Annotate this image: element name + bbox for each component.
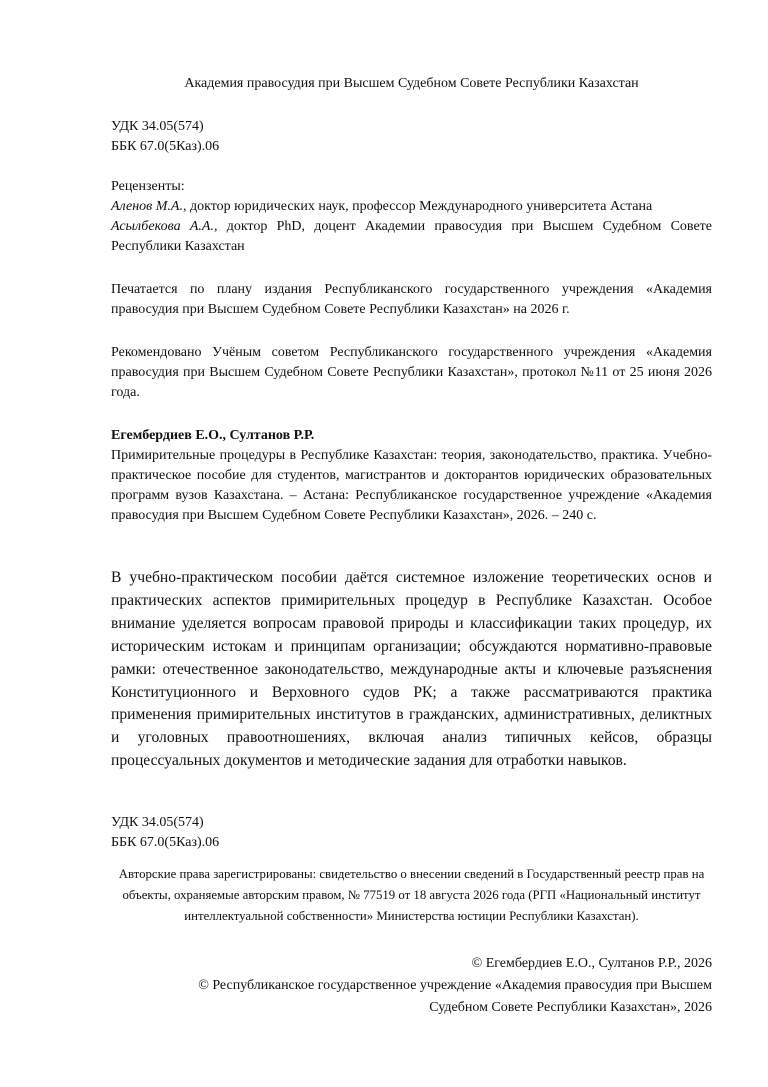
classification-bottom — [111, 813, 712, 853]
reviewer-2 — [111, 217, 712, 257]
reviewer-2-name: Асылбекова А.А. — [111, 219, 214, 234]
classification-top — [111, 117, 712, 157]
print-plan-note: Печатается по плану издания Республиканского государственного учреждения «Академия правосудия при Высшем Судебном Совете Республики Казахстан» на 2026 г. — [111, 282, 712, 317]
authors: Егембердиев Е.О., Султанов Р.Р. — [111, 428, 315, 443]
bbk-code-bottom: ББК 67.0(5Каз).06 — [111, 835, 220, 850]
reviewer-1 — [111, 197, 712, 217]
copyright-block — [111, 953, 712, 1019]
reviewer-1-desc: , доктор юридических наук, профессор Международного университета Астана — [182, 199, 653, 214]
copyright-org: © Республиканское государственное учреждение «Академия правосудия при Высшем Судебном Совете Республики Казахстан», 2026 — [198, 978, 712, 1015]
abstract: В учебно-практическом пособии даётся системное изложение теоретических основ и практических аспектов примирительных процедур в Республике Казахстан. Особое внимание уделяется вопросам правовой природы и классификации таких процедур, их историческим истокам и принципам организации; обсуждаются нормативно-правовые рамки: отечественное законодательство, международные акты и ключевые разъяснения Конституционного и Верховного судов РК; а также рассматриваются практика применения примирительных институтов в гражданских, административных, деликтных и уголовных правоотношениях, включая анализ типичных кейсов, образцы процессуальных документов и методические задания для отработки навыков. — [111, 569, 712, 770]
reviewers-section — [111, 177, 712, 257]
reviewers-title: Рецензенты: — [111, 179, 185, 194]
copyright-authors: © Егембердиев Е.О., Султанов Р.Р., 2026 — [471, 956, 712, 971]
reviewer-2-desc: , доктор PhD, доцент Академии правосудия при Высшем Судебном Совете Республики Казахстан — [111, 219, 712, 254]
copyright-registration: Авторские права зарегистрированы: свидетельство о внесении сведений в Государственный реестр прав на объекты, охраняемые авторским правом, № 77519 от 18 августа 2026 года (РГП «Национальный институт интеллектуальной собственности» Министерства юстиции Республики Казахстан). — [118, 867, 705, 923]
bibliographic-description: Примирительные процедуры в Республике Казахстан: теория, законодательство, практика. Учебно-практическое пособие для студентов, магистрантов и докторантов юридических образовательных программ вузов Казахстана. – Астана: Республиканское государственное учреждение «Академия правосудия при Высшем Судебном Совете Республики Казахстан», 2026. – 240 с. — [111, 448, 712, 523]
udk-code: УДК 34.05(574) — [111, 119, 204, 134]
reviewer-1-name: Аленов М.А. — [111, 199, 183, 214]
udk-code-bottom: УДК 34.05(574) — [111, 815, 204, 830]
recommendation-note: Рекомендовано Учёным советом Республиканского государственного учреждения «Академия правосудия при Высшем Судебном Совете Республики Казахстан», протокол №11 от 25 июня 2026 года. — [111, 345, 712, 400]
publisher-header: Академия правосудия при Высшем Судебном Совете Республики Казахстан — [184, 76, 639, 91]
bbk-code: ББК 67.0(5Каз).06 — [111, 139, 220, 154]
